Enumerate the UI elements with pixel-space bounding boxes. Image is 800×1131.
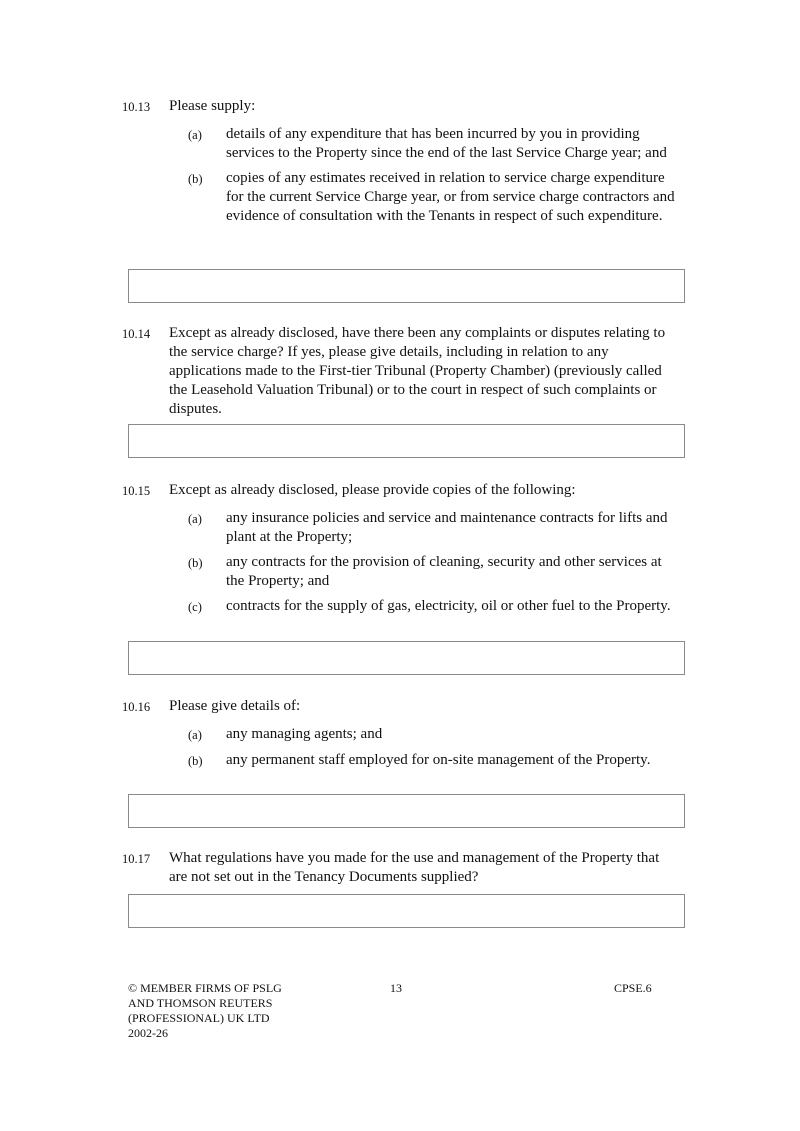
footer-copyright — [128, 981, 328, 1041]
question-text: What regulations have you made for the use and management of the Property that are not set out in the Tenancy Documents supplied? — [169, 850, 660, 885]
sub-item-label: (b) — [188, 556, 203, 570]
sub-item-text: any contracts for the provision of cleaning, security and other services at the Property; and — [226, 554, 662, 589]
sub-item-label: (a) — [188, 128, 202, 142]
sub-item-list — [122, 125, 692, 226]
sub-item-list — [122, 725, 692, 771]
sub-item — [188, 597, 692, 617]
answer-box-10-17[interactable] — [128, 894, 685, 928]
question-number: 10.13 — [122, 100, 151, 114]
sub-item-list — [122, 509, 692, 617]
question-text: Please supply: — [169, 98, 256, 114]
sub-item-label: (c) — [188, 600, 202, 614]
sub-item-text: contracts for the supply of gas, electricity, oil or other fuel to the Property. — [226, 598, 671, 614]
question-text: Except as already disclosed, have there been any complaints or disputes relating to the service charge? If yes, please give details, including in relation to any applications made to the First-tier Tribunal (Property Chamber) (previously called the Leasehold Valuation Tribunal) or to the court in respect of such complaints or disputes. — [169, 325, 666, 417]
sub-item — [188, 553, 692, 591]
page-number: 13 — [390, 981, 402, 995]
sub-item — [188, 509, 692, 547]
question-10-14 — [122, 324, 692, 419]
question-10-15 — [122, 481, 692, 623]
sub-item — [188, 169, 692, 226]
footer-copyright-line: AND THOMSON REUTERS — [128, 996, 273, 1010]
sub-item-text: details of any expenditure that has been incurred by you in providing services to the Property since the end of the last Service Charge year; and — [226, 126, 667, 161]
form-code: CPSE.6 — [614, 981, 652, 995]
sub-item-label: (a) — [188, 728, 202, 742]
question-number: 10.16 — [122, 700, 151, 714]
question-text: Please give details of: — [169, 698, 301, 714]
footer-copyright-line: © MEMBER FIRMS OF PSLG — [128, 981, 282, 995]
answer-box-10-15[interactable] — [128, 641, 685, 675]
footer-copyright-line: 2002-26 — [128, 1026, 168, 1040]
sub-item-text: copies of any estimates received in relation to service charge expenditure for the current Service Charge year, or from service charge contractors and evidence of consultation with the Tenants in respect of such expenditure. — [226, 170, 675, 224]
question-number: 10.15 — [122, 484, 151, 498]
footer-copyright-line: (PROFESSIONAL) UK LTD — [128, 1011, 270, 1025]
sub-item-text: any permanent staff employed for on-site management of the Property. — [226, 752, 651, 768]
question-10-17 — [122, 849, 692, 887]
sub-item-label: (a) — [188, 512, 202, 526]
sub-item — [188, 125, 692, 163]
question-10-13 — [122, 97, 692, 232]
sub-item-label: (b) — [188, 172, 203, 186]
question-number: 10.14 — [122, 327, 151, 341]
sub-item — [188, 751, 692, 771]
question-10-16 — [122, 697, 692, 777]
answer-box-10-13[interactable] — [128, 269, 685, 303]
answer-box-10-16[interactable] — [128, 794, 685, 828]
question-text: Except as already disclosed, please provide copies of the following: — [169, 482, 576, 498]
sub-item-text: any insurance policies and service and maintenance contracts for lifts and plant at the Property; — [226, 510, 668, 545]
sub-item-label: (b) — [188, 754, 203, 768]
sub-item — [188, 725, 692, 745]
sub-item-text: any managing agents; and — [226, 726, 383, 742]
question-number: 10.17 — [122, 852, 151, 866]
answer-box-10-14[interactable] — [128, 424, 685, 458]
